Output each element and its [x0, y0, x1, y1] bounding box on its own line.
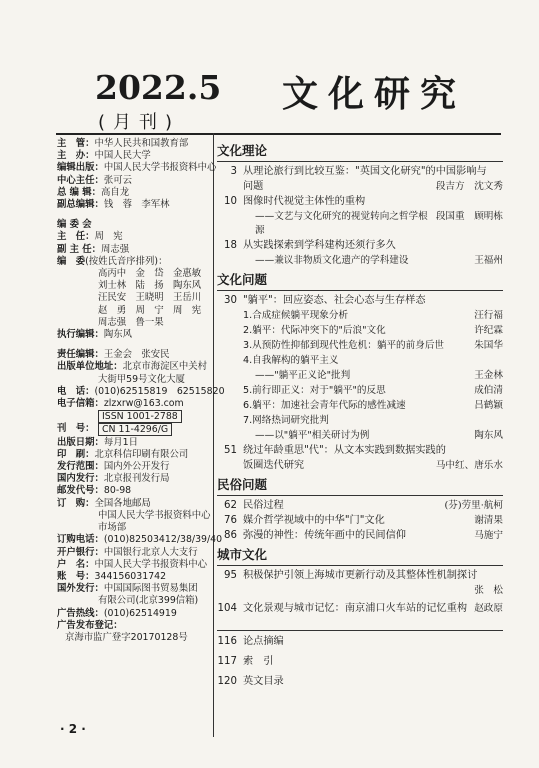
section-title: 民俗问题	[217, 477, 268, 492]
toc-entry[interactable]: 18 从实践探索到学科建构还须行多久	[224, 240, 396, 251]
colophon-row: 副总编辑： 钱 蓉 李军林	[57, 199, 170, 211]
colophon-row: 国外发行： 中国国际图书贸易集团	[57, 583, 198, 595]
toc-entry[interactable]: 3 从理论旅行到比较互鉴："英国文化研究"的中国影响与	[230, 166, 487, 177]
colophon-row: 总 编 辑： 高自龙	[57, 186, 130, 198]
toc-subentry[interactable]: 7.网络热词研究批判	[243, 415, 329, 426]
toc-entry[interactable]: 104 文化景观与城市记忆：南京浦口火车站的记忆重构 赵政原	[217, 603, 503, 614]
toc-entry-cont: 饭圈迭代研究 马中红、唐乐水	[243, 460, 503, 471]
committee-members-line: 赵 勇 周 宁 周 宪	[98, 304, 202, 316]
colophon-row: 电 话： (010)62515819 62515820	[57, 385, 225, 397]
toc-entry[interactable]: 117 索 引	[217, 656, 274, 667]
committee-members-line: 高丙中 金 岱 金惠敏	[98, 268, 202, 280]
colophon-row: 印 刷： 北京科信印刷有限公司	[57, 448, 189, 460]
toc-entry[interactable]: 76 媒介哲学视域中的中华"门"文化 谢清果	[224, 515, 503, 526]
colophon-row: 订 购： 全国各地邮局	[57, 497, 151, 509]
colophon-row: 账 号： 344156031742	[57, 570, 167, 582]
colophon-row: 广告热线： (010)62514919	[57, 607, 177, 619]
colophon-row: 出版单位地址： 北京市海淀区中关村	[57, 361, 208, 373]
section-rule	[217, 495, 503, 496]
toc-subentry[interactable]: 5.前行即正义：对于"躺平"的反思 成伯清	[243, 385, 503, 396]
section-rule	[217, 161, 503, 162]
toc-subentry[interactable]: 1.合成症候躺平现象分析 汪行福	[243, 310, 503, 321]
colophon-row: 副 主 任： 周志强	[57, 243, 130, 255]
toc-entry[interactable]: 51 绕过年龄重思"代"：从文本实践到数据实践的	[224, 445, 446, 456]
colophon-row: 开户银行： 中国银行北京人大支行	[57, 546, 198, 558]
section-title: 城市文化	[217, 547, 268, 562]
toc-entry-cont: 张 松	[474, 585, 503, 596]
section-title: 文化问题	[217, 272, 268, 287]
committee-title: 编 委 会	[57, 219, 92, 231]
colophon-row: 编辑出版： 中国人民大学书报资料中心	[57, 162, 217, 174]
committee-members-line: 汪民安 王晓明 王岳川	[98, 292, 202, 304]
toc-entry-cont: 问题 段吉方 沈文秀	[243, 181, 503, 192]
cn-number: CN 11-4296/G	[98, 423, 172, 436]
table-of-contents	[217, 139, 503, 695]
colophon-row: 出版日期： 每月1日	[57, 436, 138, 448]
issn: ISSN 1001-2788	[98, 410, 182, 423]
column-divider	[213, 133, 214, 737]
colophon-row: 中心主任： 张可云	[57, 174, 133, 186]
colophon-row: 主 办： 中国人民大学	[57, 150, 151, 162]
colophon-row: 主 任： 周 宪	[57, 231, 123, 243]
section-rule	[217, 565, 503, 566]
section-title: 文化理论	[217, 143, 268, 158]
colophon-row: 订购电话： (010)82503412/38/39/40	[57, 534, 223, 546]
colophon-row: 广告发布登记：	[57, 619, 123, 631]
colophon-row: 主 管： 中华人民共和国教育部	[57, 138, 189, 149]
toc-entry[interactable]: 62 民俗过程 (芬)劳里·航柯	[224, 500, 503, 511]
colophon-row: 责任编辑： 王金会 张安民	[57, 349, 170, 361]
toc-entry[interactable]: 30 "躺平"：回应姿态、社会心态与生存样态	[224, 295, 426, 306]
toc-subentry[interactable]: 3.从预防性抑郁到现代性危机：躺平的前身后世 朱国华	[243, 340, 503, 351]
colophon-row: 发行范围： 国内外公开发行	[57, 461, 170, 473]
section-rule	[217, 290, 503, 291]
toc-subentry[interactable]: 2.躺平：代际冲突下的"后浪"文化 许纪霖	[243, 325, 503, 336]
section-rule	[217, 630, 503, 631]
toc-subentry[interactable]: 6.躺平：加速社会青年代际的感性减速 吕鹤颖	[243, 400, 503, 411]
abroad-line-2: 有限公司(北京399信箱)	[98, 595, 199, 607]
toc-entry[interactable]: 86 弥漫的神性：传统年画中的民间信仰 马施宁	[224, 530, 503, 541]
toc-subtitle: ——"躺平正义论"批判 王金林	[255, 370, 503, 381]
toc-subentry[interactable]: 4.自我解构的躺平主义	[243, 355, 339, 366]
colophon-row: 编 委 (按姓氏音序排列)：	[57, 255, 168, 267]
header-rule	[56, 133, 501, 135]
order-line-2: 中国人民大学书报资料中心	[98, 509, 211, 521]
cn-row: 刊 号： CN 11-4296/G	[57, 423, 209, 436]
address-line-2: 大街甲59号文化大厦	[98, 373, 185, 385]
order-line-3: 市场部	[98, 522, 127, 534]
issue-number: 2022.5	[95, 68, 222, 107]
colophon-row: 执行编辑： 陶东风	[57, 329, 133, 341]
toc-subtitle: ——以"躺平"相关研讨为例 陶东风	[255, 430, 503, 441]
magazine-title: 文化研究	[282, 73, 467, 115]
toc-entry[interactable]: 10 图像时代视觉主体性的重构	[224, 196, 366, 207]
committee-members-line: 刘士林 陆 扬 陶东风	[98, 280, 202, 292]
committee-members-line: 周志强 鲁一果	[98, 316, 164, 328]
toc-entry[interactable]: 95 积极保护引领上海城市更新行动及其整体性机制探讨	[224, 570, 478, 581]
colophon	[57, 138, 225, 644]
colophon-row: 国内发行： 北京报刊发行局	[57, 473, 170, 485]
colophon-row: 户 名： 中国人民大学书报资料中心	[57, 558, 208, 570]
toc-entry[interactable]: 116 论点摘编	[217, 636, 284, 647]
colophon-row: 邮发代号： 80-98	[57, 485, 132, 497]
issn-row	[57, 410, 209, 423]
page-number: · 2 ·	[60, 722, 86, 736]
toc-subtitle: ——文艺与文化研究的视觉转向之哲学根源 段国重 顾明栋	[255, 211, 503, 236]
colophon-row: 电子信箱： zlzxrw@163.com	[57, 398, 184, 410]
toc-subtitle: ——兼议非物质文化遗产的学科建设 王福州	[255, 255, 503, 266]
toc-entry[interactable]: 120 英文目录	[217, 676, 284, 687]
publication-frequency: (月刊)	[98, 112, 181, 133]
ad-registration: 京海市监广登字20170128号	[65, 631, 188, 643]
